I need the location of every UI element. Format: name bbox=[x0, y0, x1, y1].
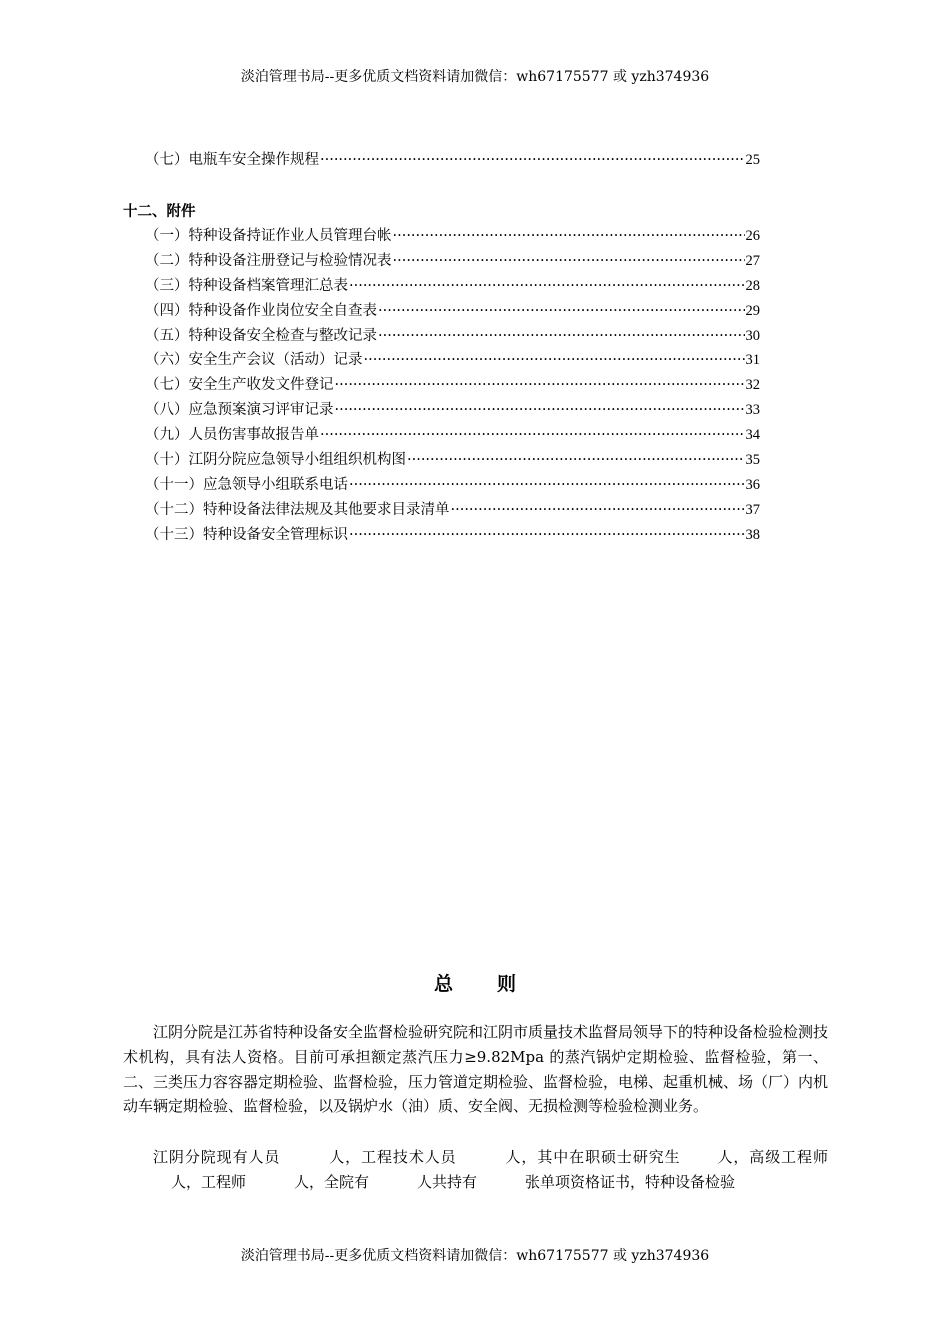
toc-leader-dots bbox=[407, 450, 745, 470]
chapter-title-part2: 则 bbox=[497, 973, 517, 995]
toc-leader-dots bbox=[349, 276, 745, 296]
toc-entry-label: （五）特种设备安全检查与整改记录 bbox=[145, 328, 377, 344]
toc-entry[interactable] bbox=[145, 326, 760, 346]
toc-entry-page: 27 bbox=[745, 253, 760, 269]
staff-text-8: 张单项资格证书，特种设备检验 bbox=[525, 1172, 736, 1191]
toc-entry-page: 30 bbox=[745, 328, 760, 344]
toc-entry-label: （十二）特种设备法律法规及其他要求目录清单 bbox=[145, 502, 450, 518]
toc-entry-label: （四）特种设备作业岗位安全自查表 bbox=[145, 303, 377, 319]
toc-entry-page: 31 bbox=[745, 352, 760, 368]
toc-entry-label: （十一）应急领导小组联系电话 bbox=[145, 477, 348, 493]
toc-leader-dots bbox=[393, 226, 745, 246]
chapter-title-part1: 总 bbox=[433, 973, 453, 995]
toc-entry-page: 25 bbox=[745, 152, 760, 168]
toc-entry-label: （七）电瓶车安全操作规程 bbox=[145, 152, 319, 168]
toc-entry-label: （三）特种设备档案管理汇总表 bbox=[145, 278, 348, 294]
toc-entry-page: 38 bbox=[745, 527, 760, 543]
toc-entry[interactable] bbox=[145, 251, 760, 271]
toc-entry-label: （八）应急预案演习评审记录 bbox=[145, 402, 334, 418]
staff-text-7: 人共持有 bbox=[417, 1172, 478, 1191]
chapter-title bbox=[0, 972, 950, 996]
toc-entry-page: 36 bbox=[745, 477, 760, 493]
toc-entry[interactable] bbox=[145, 525, 760, 545]
toc-entry[interactable] bbox=[145, 425, 760, 445]
toc-entry[interactable] bbox=[145, 450, 760, 470]
toc-entry[interactable] bbox=[145, 475, 760, 495]
toc-entry-page: 34 bbox=[745, 427, 760, 443]
toc-entry-label: （十）江阴分院应急领导小组组织机构图 bbox=[145, 452, 406, 468]
toc-leader-dots bbox=[335, 375, 745, 395]
toc-leader-dots bbox=[320, 425, 745, 445]
staff-text-3: 人，其中在职硕士研究生 bbox=[504, 1148, 681, 1166]
toc-leader-dots bbox=[451, 500, 745, 520]
page-header: 淡泊管理书局--更多优质文档资料请加微信：wh67175577 或 yzh374936 bbox=[240, 69, 710, 85]
toc-entry[interactable] bbox=[145, 375, 760, 395]
section-heading: 十二、附件 bbox=[123, 203, 196, 220]
toc-entry-label: （二）特种设备注册登记与检验情况表 bbox=[145, 253, 392, 269]
toc-leader-dots bbox=[320, 150, 745, 170]
toc-entry-label: （七）安全生产收发文件登记 bbox=[145, 377, 334, 393]
toc-entry-label: （十三）特种设备安全管理标识 bbox=[145, 527, 348, 543]
toc-leader-dots bbox=[349, 475, 745, 495]
toc-entry-page: 35 bbox=[745, 452, 760, 468]
body-paragraph-staff bbox=[123, 1145, 828, 1195]
toc-entry-page: 29 bbox=[745, 303, 760, 319]
toc-leader-dots bbox=[378, 301, 745, 321]
staff-text-4: 人，高级工程师 bbox=[716, 1148, 828, 1166]
toc-entry-label: （六）安全生产会议（活动）记录 bbox=[145, 352, 363, 368]
toc-entry[interactable] bbox=[145, 350, 760, 370]
toc-entry-page: 37 bbox=[745, 502, 760, 518]
toc-entry-page: 28 bbox=[745, 278, 760, 294]
toc-entry[interactable] bbox=[145, 226, 760, 246]
toc-entry-label: （九）人员伤害事故报告单 bbox=[145, 427, 319, 443]
toc-entry[interactable] bbox=[145, 150, 760, 170]
staff-text-6: 人，全院有 bbox=[294, 1172, 370, 1191]
toc-leader-dots bbox=[349, 525, 745, 545]
toc-entry-page: 32 bbox=[745, 377, 760, 393]
staff-text-1: 江阴分院现有人员 bbox=[153, 1148, 281, 1166]
toc-entry[interactable] bbox=[145, 500, 760, 520]
toc-entry[interactable] bbox=[145, 276, 760, 296]
page-footer: 淡泊管理书局--更多优质文档资料请加微信：wh67175577 或 yzh374936 bbox=[240, 1248, 710, 1264]
toc-leader-dots bbox=[393, 251, 745, 271]
toc-entry-label: （一）特种设备持证作业人员管理台帐 bbox=[145, 228, 392, 244]
body-paragraph-intro: 江阴分院是江苏省特种设备安全监督检验研究院和江阴市质量技术监督局领导下的特种设备检验检测技术机构，具有法人资格。目前可承担额定蒸汽压力≥9.82Mpa 的蒸汽锅炉定期检验、监督检验，第一、二、三类压力容容器定期检验、监督检验，压力管道定期检验、监督检验，电梯、起重机械、场（厂）内机动车辆定期检验、监督检验，以及锅炉水（油）质、安全阀、无损检测等检验检测业务。 bbox=[123, 1023, 829, 1116]
toc-entry[interactable] bbox=[145, 400, 760, 420]
staff-text-2: 人，工程技术人员 bbox=[328, 1148, 457, 1166]
toc-entry[interactable] bbox=[145, 301, 760, 321]
toc-entry-page: 33 bbox=[745, 402, 760, 418]
toc-leader-dots bbox=[335, 400, 745, 420]
toc-entry-page: 26 bbox=[745, 228, 760, 244]
staff-text-5: 人，工程师 bbox=[171, 1172, 247, 1191]
toc-leader-dots bbox=[378, 326, 745, 346]
toc-leader-dots bbox=[364, 350, 745, 370]
